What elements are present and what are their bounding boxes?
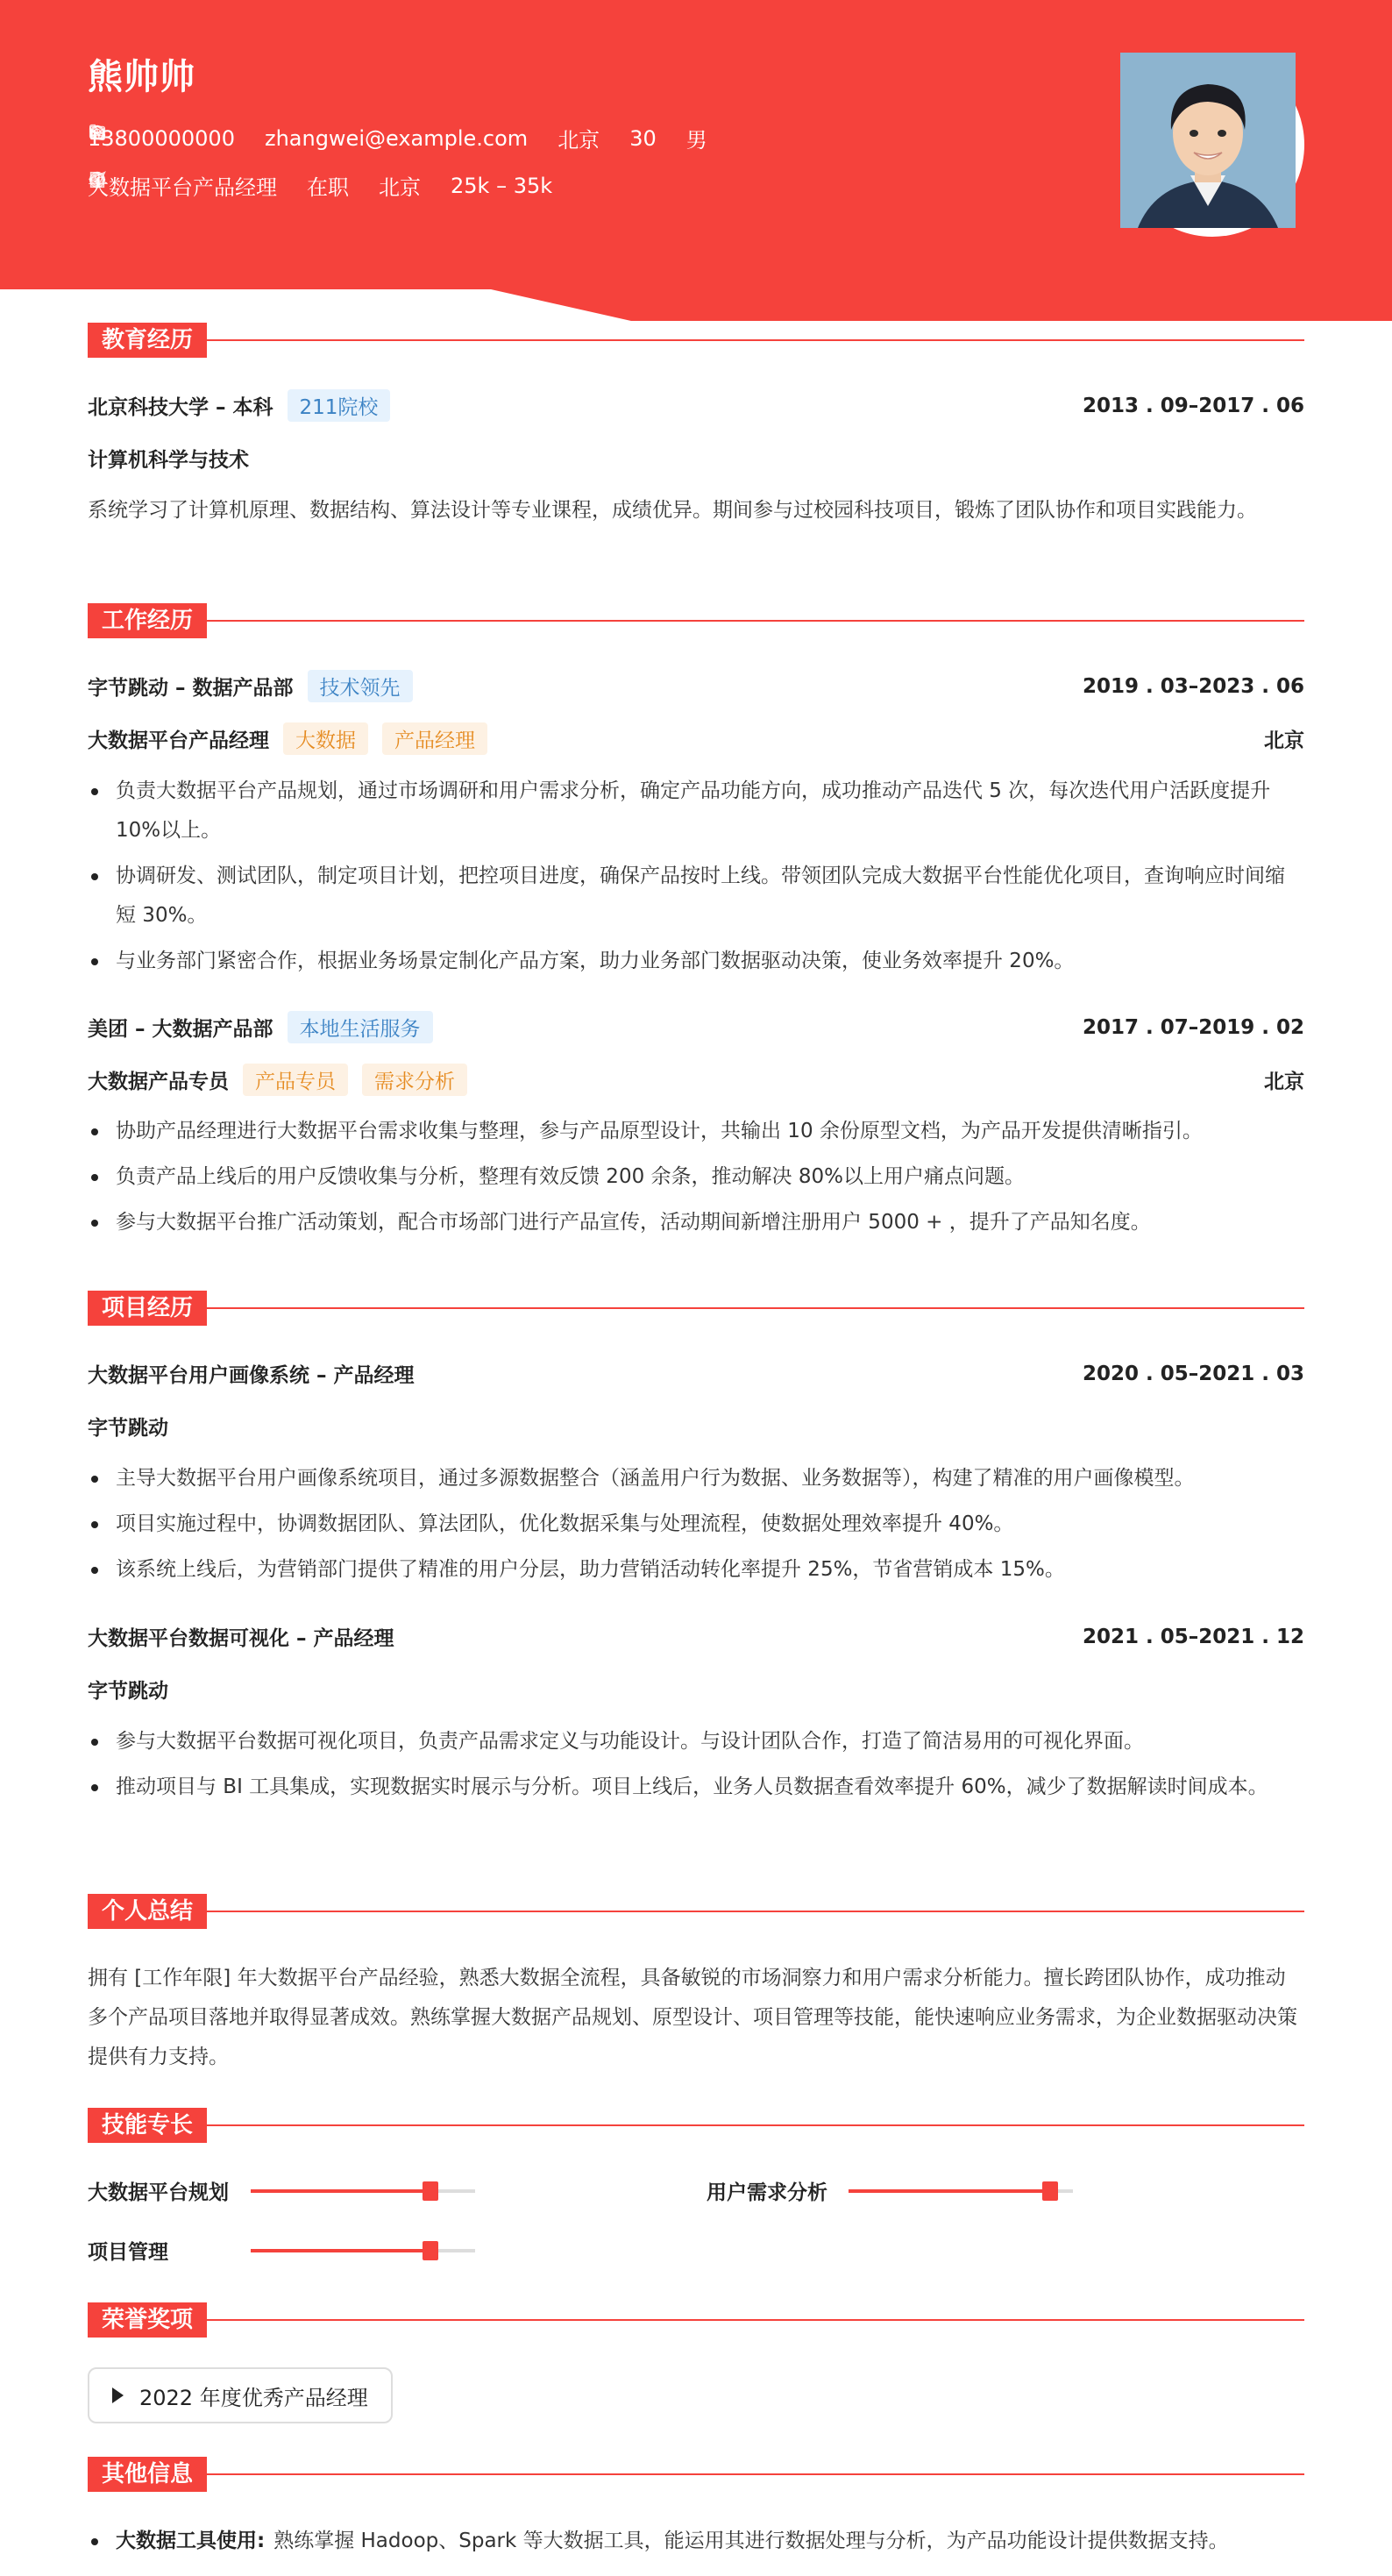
hometown-text: 北京 <box>558 128 600 153</box>
skill-level-handle <box>1042 2181 1058 2201</box>
award-text: 2022 年度优秀产品经理 <box>139 2385 368 2410</box>
section-divider <box>207 620 1304 622</box>
work-title: 工作经历 <box>88 603 207 638</box>
skill-name: 用户需求分析 <box>707 2181 827 2204</box>
skill-level-handle <box>423 2181 438 2201</box>
education-description: 系统学习了计算机原理、数据结构、算法设计等专业课程，成绩优异。期间参与过校园科技项目，锻炼了团队协作和项目实践能力。 <box>88 499 1257 522</box>
list-item: 项目实施过程中，协调数据团队、算法团队，优化数据采集与处理流程，使数据处理效率提升 40%。 <box>88 1505 1304 1544</box>
phone-text: 13800000000 <box>88 125 235 151</box>
role-tag: 产品经理 <box>382 722 487 755</box>
skill-level-handle <box>423 2241 438 2260</box>
school-name: 北京科技大学 – 本科 <box>88 396 273 419</box>
job-title-item <box>88 170 277 201</box>
gender-icon <box>88 123 107 142</box>
project-bullet-list <box>88 1722 1304 1813</box>
list-item: 该系统上线后，为营销部门提供了精准的用户分层，助力营销活动转化率提升 25%，节省营销成本 15%。 <box>88 1550 1304 1590</box>
salary-item <box>451 174 552 198</box>
email-item <box>265 126 528 151</box>
project-bullet-list <box>88 1459 1304 1596</box>
section-divider <box>207 1307 1304 1309</box>
section-divider <box>207 2124 1304 2126</box>
avatar-frame <box>1120 53 1304 237</box>
project-org-row <box>88 1675 1304 1704</box>
awards-section-header <box>88 2301 1304 2339</box>
list-item: 协调研发、测试团队，制定项目计划，把控项目进度，确保产品按时上线。带领团队完成大数据平台性能优化项目，查询响应时间缩短 30%。 <box>88 857 1304 936</box>
project-date: 2021 . 05–2021 . 12 <box>1082 1625 1304 1648</box>
resume-header <box>0 0 1392 323</box>
section-divider <box>207 2319 1304 2321</box>
list-item: 参与大数据平台数据可视化项目，负责产品需求定义与功能设计。与设计团队合作，打造了简洁易用的可视化界面。 <box>88 1722 1304 1761</box>
career-row <box>88 170 582 201</box>
job-company-row <box>88 670 1304 702</box>
skill-level-bar <box>251 2249 475 2252</box>
list-item: 与业务部门紧密合作，根据业务场景定制化产品方案，助力业务部门数据驱动决策，使业务效率提升 20%。 <box>88 942 1304 981</box>
education-section-header <box>88 321 1304 359</box>
section-divider <box>207 339 1304 341</box>
email-text: zhangwei@example.com <box>264 125 529 151</box>
skill-item <box>707 2176 1073 2205</box>
skill-level-fill <box>251 2189 430 2193</box>
award-item[interactable] <box>88 2367 393 2423</box>
role-tag: 大数据 <box>283 722 368 755</box>
job-bullet-list <box>88 772 1304 987</box>
summary-text: 拥有 [工作年限] 年大数据平台产品经验，熟悉大数据全流程，具备敏锐的市场洞察力和用户需求分析能力。擅长跨团队协作，成功推动多个产品项目落地并取得显著成效。熟练掌握大数据产品规划、原型设计、项目管理等技能，能快速响应业务需求，为企业数据驱动决策提供有力支持。 <box>88 1967 1297 2068</box>
city-item <box>379 170 421 201</box>
status-item <box>307 170 349 201</box>
summary-title: 个人总结 <box>88 1894 207 1929</box>
job-role-row <box>88 722 1304 755</box>
role-tag: 产品专员 <box>243 1064 348 1096</box>
other-section-header <box>88 2455 1304 2494</box>
avatar <box>1125 57 1300 232</box>
projects-title: 项目经历 <box>88 1291 207 1326</box>
school-tag: 211院校 <box>288 389 391 422</box>
list-item: 负责大数据平台产品规划，通过市场调研和用户需求分析，确定产品功能方向，成功推动产品迭代 5 次，每次迭代用户活跃度提升 10%以上。 <box>88 772 1304 850</box>
salary-text: 25k – 35k <box>451 173 553 198</box>
job-company: 美团 – 大数据产品部 <box>88 1018 273 1041</box>
section-divider <box>207 2473 1304 2475</box>
list-item: 负责产品上线后的用户反馈收集与分析，整理有效反馈 200 余条，推动解决 80%以上用户痛点问题。 <box>88 1157 1304 1197</box>
skills-section-header <box>88 2106 1304 2145</box>
other-label: 大数据工具使用: <box>116 2530 266 2552</box>
job-bullet-list <box>88 1112 1304 1249</box>
skill-level-bar <box>251 2189 475 2193</box>
project-name: 大数据平台数据可视化 – 产品经理 <box>88 1627 394 1650</box>
job-role: 大数据产品专员 <box>88 1071 229 1093</box>
job-role-row <box>88 1064 1304 1096</box>
job-title-text: 大数据平台产品经理 <box>88 175 277 200</box>
job-date: 2019 . 03–2023 . 06 <box>1082 674 1304 698</box>
skill-level-fill <box>251 2249 430 2252</box>
other-info-item <box>88 2522 1304 2561</box>
skills-title: 技能专长 <box>88 2108 207 2143</box>
project-name: 大数据平台用户画像系统 – 产品经理 <box>88 1364 415 1387</box>
status-text: 在职 <box>307 175 349 200</box>
skill-name: 大数据平台规划 <box>88 2181 229 2204</box>
project-name-row <box>88 1622 1304 1651</box>
awards-title: 荣誉奖项 <box>88 2302 207 2338</box>
skill-level-bar <box>849 2189 1073 2193</box>
candidate-name: 熊帅帅 <box>88 57 195 97</box>
job-company: 字节跳动 – 数据产品部 <box>88 677 294 700</box>
skill-item <box>88 2176 475 2205</box>
coin-icon <box>88 170 107 189</box>
education-school-row <box>88 389 1304 422</box>
skill-item <box>88 2236 475 2265</box>
summary-section-header <box>88 1892 1304 1931</box>
role-tag: 需求分析 <box>362 1064 467 1096</box>
contact-row <box>88 123 737 153</box>
education-major-row <box>88 444 1304 473</box>
work-section-header <box>88 601 1304 640</box>
caret-right-icon <box>112 2387 124 2403</box>
project-org: 字节跳动 <box>88 1417 168 1440</box>
gender-item <box>686 123 707 153</box>
project-name-row <box>88 1359 1304 1388</box>
education-title: 教育经历 <box>88 323 207 358</box>
job-location: 北京 <box>1264 729 1304 752</box>
project-date: 2020 . 05–2021 . 03 <box>1082 1362 1304 1385</box>
education-date: 2013 . 09–2017 . 06 <box>1082 394 1304 417</box>
other-text: 熟练掌握 Hadoop、Spark 等大数据工具，能运用其进行数据处理与分析，为产品功能设计提供数据支持。 <box>273 2530 1229 2552</box>
project-org: 字节跳动 <box>88 1680 168 1703</box>
job-location: 北京 <box>1264 1071 1304 1093</box>
avatar-portrait-icon <box>1125 57 1296 228</box>
age-text: 30 <box>629 125 657 151</box>
projects-section-header <box>88 1289 1304 1327</box>
age-item <box>629 126 657 151</box>
project-org-row <box>88 1412 1304 1441</box>
job-company-row <box>88 1011 1304 1043</box>
company-tag: 技术领先 <box>308 670 413 702</box>
list-item: 推动项目与 BI 工具集成，实现数据实时展示与分析。项目上线后，业务人员数据查看效率提升 60%，减少了数据解读时间成本。 <box>88 1768 1304 1807</box>
major-name: 计算机科学与技术 <box>88 449 249 472</box>
hometown-item <box>558 123 600 153</box>
skill-level-fill <box>849 2189 1050 2193</box>
city-text: 北京 <box>379 175 421 200</box>
list-item: 主导大数据平台用户画像系统项目，通过多源数据整合（涵盖用户行为数据、业务数据等），构建了精准的用户画像模型。 <box>88 1459 1304 1498</box>
gender-text: 男 <box>685 128 707 153</box>
company-tag: 本地生活服务 <box>288 1011 433 1043</box>
section-divider <box>207 1911 1304 1912</box>
list-item: 协助产品经理进行大数据平台需求收集与整理，参与产品原型设计，共输出 10 余份原型文档，为产品开发提供清晰指引。 <box>88 1112 1304 1151</box>
job-role: 大数据平台产品经理 <box>88 729 269 752</box>
list-item: 参与大数据平台推广活动策划，配合市场部门进行产品宣传，活动期间新增注册用户 5000 + ，提升了产品知名度。 <box>88 1203 1304 1242</box>
other-title: 其他信息 <box>88 2457 207 2492</box>
phone-item <box>88 126 235 151</box>
skill-name: 项目管理 <box>88 2241 168 2264</box>
job-date: 2017 . 07–2019 . 02 <box>1082 1015 1304 1039</box>
